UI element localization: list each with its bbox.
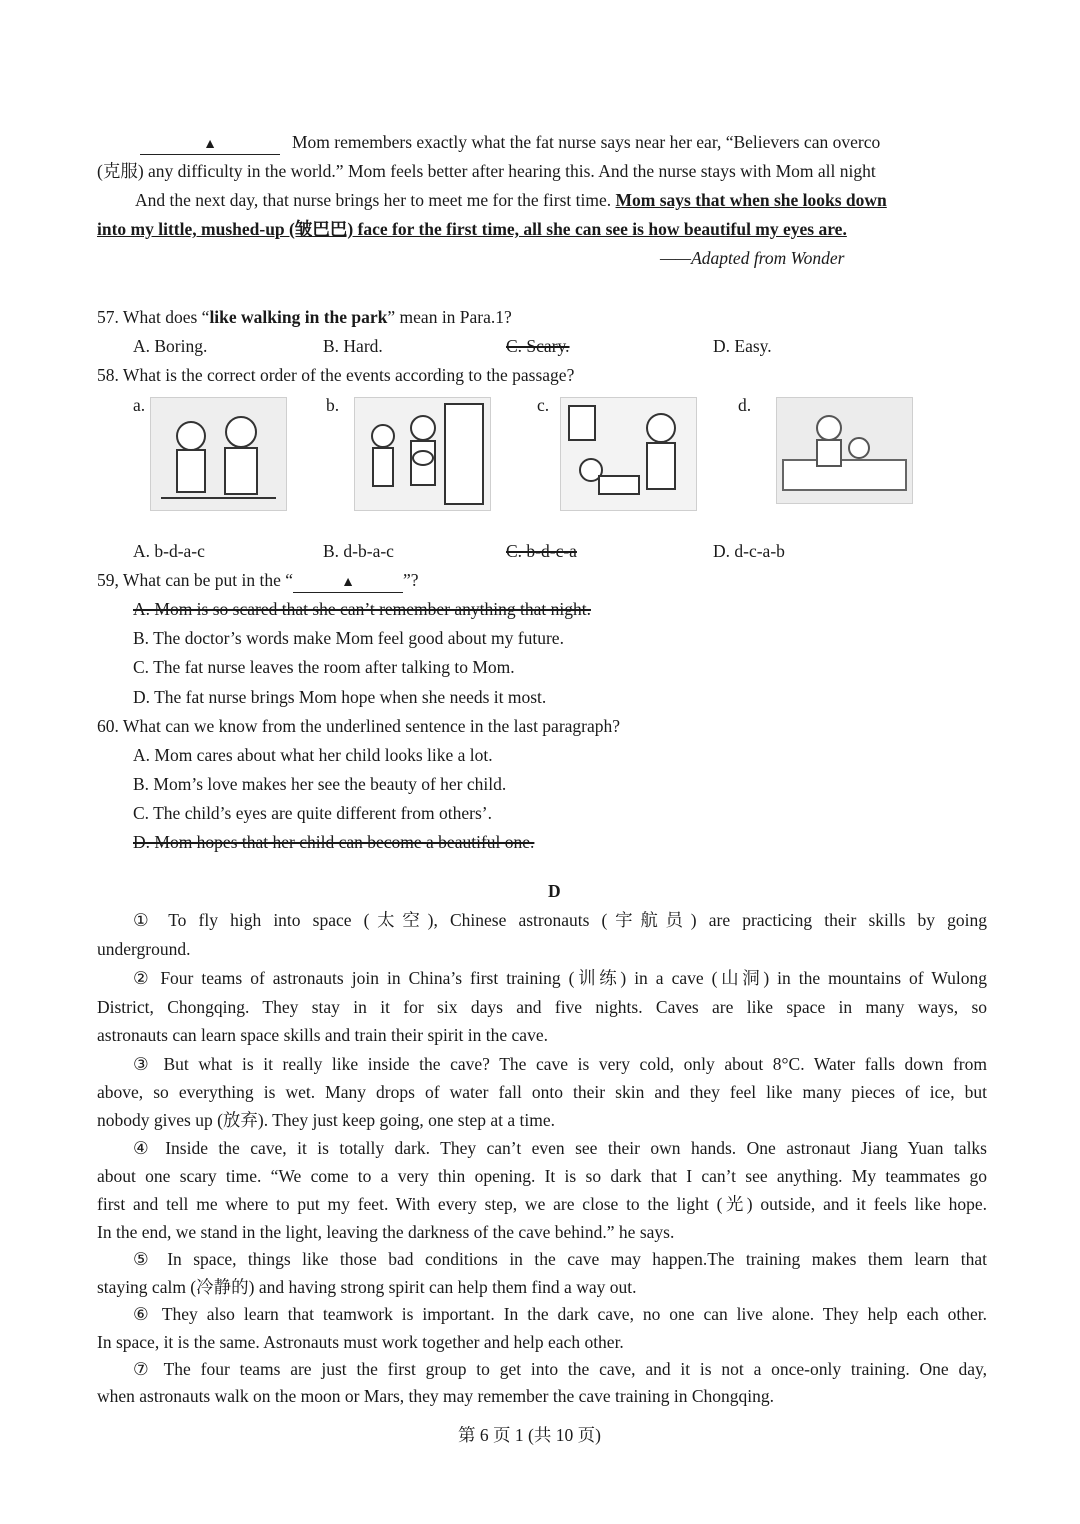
passage-d-line: District, Chongqing. They stay in it for six days and five nights. Caves are like space in many ways, so: [97, 997, 987, 1017]
q57-option-d[interactable]: D. Easy.: [713, 336, 772, 356]
passage-c-line-3: [135, 186, 887, 215]
passage-c-line-1: [140, 128, 880, 157]
q59-stem-b: ”?: [403, 570, 419, 590]
passage-d-line: ③ But what is it really like inside the cave? The cave is very cold, only about 8°C. Water falls down from: [133, 1054, 987, 1074]
underlined-sentence: Mom says that when she looks down: [615, 190, 887, 210]
q57-option-a[interactable]: A. Boring.: [133, 336, 208, 356]
picture-a-nurse-and-doctor[interactable]: [150, 397, 287, 511]
q58-option-d[interactable]: D. d-c-a-b: [713, 541, 785, 561]
pic-label-b: b.: [326, 395, 340, 415]
passage-d-line: first and tell me where to put my feet. With every step, we are close to the light (光) outside, and it feels like hope.: [97, 1194, 987, 1214]
answer-blank: [293, 571, 403, 593]
underlined-sentence-cont: into my little, mushed-up (皱巴巴) face for the first time, all she can see is how beautiful my eyes are.: [97, 219, 847, 239]
picture-d-nurse-with-mom-in-bed[interactable]: [776, 397, 913, 504]
question-59: [97, 566, 419, 595]
q57-stem-a: 57. What does “: [97, 307, 210, 327]
passage-d-line: above, so everything is wet. Many drops of water fall onto their skin and they feel like many pieces of ice, but: [97, 1082, 987, 1102]
q60-option-b[interactable]: B. Mom’s love makes her see the beauty of her child.: [133, 774, 507, 794]
q58-option-c[interactable]: C. b-d-c-a: [506, 541, 577, 561]
q59-option-d[interactable]: D. The fat nurse brings Mom hope when she needs it most.: [133, 687, 547, 707]
question-60: 60. What can we know from the underlined sentence in the last paragraph?: [97, 716, 621, 736]
passage-d-line: ⑥ They also learn that teamwork is important. In the dark cave, no one can live alone. They help each other.: [133, 1304, 987, 1324]
pic-label-c: c.: [537, 395, 550, 415]
passage-d-line: In space, it is the same. Astronauts must work together and help each other.: [97, 1332, 624, 1352]
question-57: [97, 303, 512, 332]
q57-stem-bold: like walking in the park: [209, 307, 388, 327]
passage-d-line: ⑦ The four teams are just the first group to get into the cave, and it is not a once-only training. One day,: [133, 1359, 987, 1379]
passage-d-line: about one scary time. “We come to a very thin opening. It is so dark that I can’t see anything. My teammates go: [97, 1166, 987, 1186]
q60-option-c[interactable]: C. The child’s eyes are quite different from others’.: [133, 803, 492, 823]
answer-blank: [140, 133, 280, 155]
question-58: 58. What is the correct order of the events according to the passage?: [97, 365, 575, 385]
q59-option-a[interactable]: [133, 595, 591, 624]
q59-option-a-text: A. Mom is so scared that she can’t remember anything that night.: [133, 599, 591, 619]
passage-d-line: ④ Inside the cave, it is totally dark. They can’t even see their own hands. One astronaut Jiang Yuan talks: [133, 1138, 987, 1158]
q57-option-c[interactable]: C. Scary.: [506, 336, 570, 356]
q58-option-a[interactable]: A. b-d-a-c: [133, 541, 205, 561]
passage-d-line: astronauts can learn space skills and train their spirit in the cave.: [97, 1025, 548, 1045]
triangle-icon: ▲: [341, 575, 355, 590]
q59-option-b[interactable]: B. The doctor’s words make Mom feel good about my future.: [133, 628, 564, 648]
q60-option-d-text: D. Mom hopes that her child can become a beautiful one.: [133, 832, 535, 852]
passage-d-line: ① To fly high into space (太空), Chinese astronauts (宇航员) are practicing their skills by going: [133, 910, 987, 930]
passage-d-line: ⑤ In space, things like those bad conditions in the cave may happen.The training makes them learn that: [133, 1249, 987, 1269]
picture-c-nurse-and-fallen-man[interactable]: [560, 397, 697, 511]
picture-b-nurse-holding-baby[interactable]: [354, 397, 491, 511]
passage-d-heading: D: [548, 881, 561, 901]
passage-d-line: nobody gives up (放弃). They just keep going, one step at a time.: [97, 1110, 555, 1130]
passage-c-text: Mom remembers exactly what the fat nurse says near her ear, “Believers can overco: [292, 132, 881, 152]
q59-stem-a: 59, What can be put in the “: [97, 570, 294, 590]
passage-d-line: In the end, we stand in the light, leaving the darkness of the cave behind.” he says.: [97, 1222, 675, 1242]
passage-d-line: staying calm (冷静的) and having strong spirit can help them find a way out.: [97, 1277, 637, 1297]
q57-option-b[interactable]: B. Hard.: [323, 336, 383, 356]
q60-option-a[interactable]: A. Mom cares about what her child looks like a lot.: [133, 745, 493, 765]
triangle-icon: ▲: [203, 137, 217, 152]
passage-d-line: underground.: [97, 939, 191, 959]
source-note: ——Adapted from Wonder: [660, 248, 845, 268]
pic-label-d: d.: [738, 395, 752, 415]
q59-option-c[interactable]: C. The fat nurse leaves the room after talking to Mom.: [133, 657, 515, 677]
passage-c-text: And the next day, that nurse brings her to meet me for the first time.: [135, 190, 616, 210]
page-footer: 第 6 页 1 (共 10 页): [458, 1425, 601, 1445]
q60-option-d[interactable]: [133, 828, 534, 857]
q58-option-b[interactable]: B. d-b-a-c: [323, 541, 394, 561]
passage-c-line-2: (克服) any difficulty in the world.” Mom feels better after hearing this. And the nurse stays with Mom all night: [97, 161, 876, 181]
q57-stem-b: ” mean in Para.1?: [387, 307, 512, 327]
passage-d-line: ② Four teams of astronauts join in China’s first training (训练) in a cave (山洞) in the mountains of Wulong: [133, 968, 987, 988]
passage-d-line: when astronauts walk on the moon or Mars, they may remember the cave training in Chongqing.: [97, 1386, 774, 1406]
pic-label-a: a.: [133, 395, 146, 415]
